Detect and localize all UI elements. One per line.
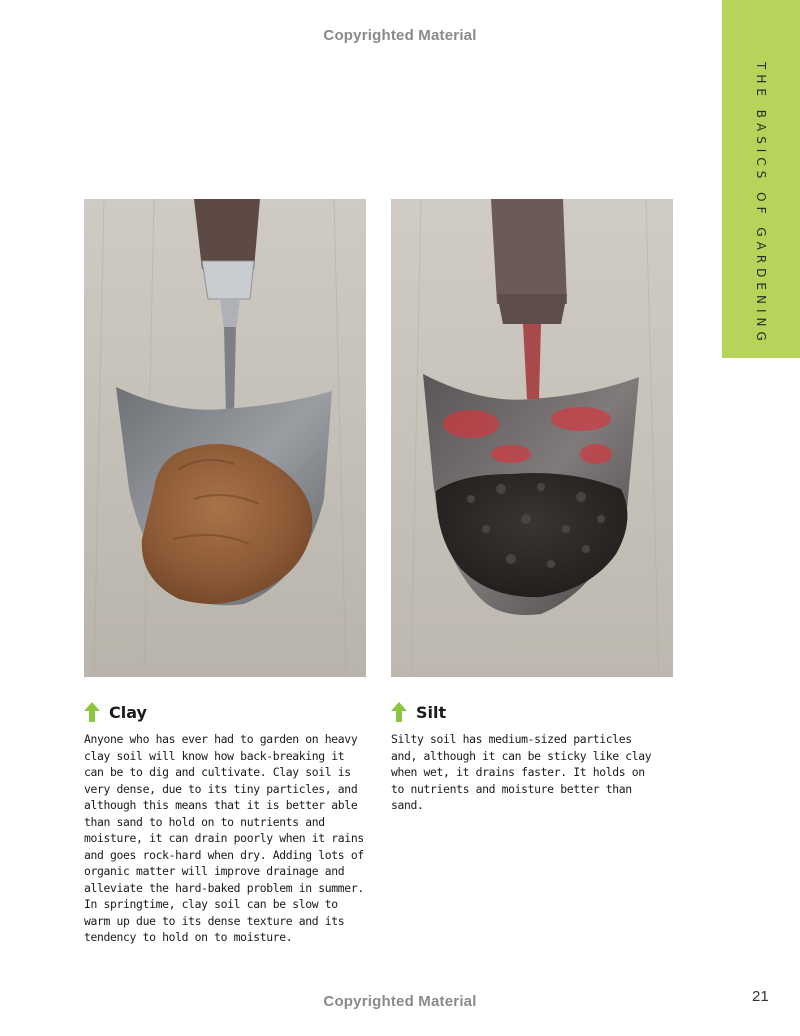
silt-heading (391, 700, 661, 724)
clay-body-text: Anyone who has ever had to garden on heavy clay soil will know how back-breaking it can be to dig and cultivate. Clay soil is very dense, due to its tiny particles, and although this means that it is better able than sand to hold on to nutrients and moisture, it can drain poorly when it rains and goes rock-hard when dry. Adding lots of organic matter will improve drainage and alleviate the hard-baked problem in summer. In springtime, clay soil can be slow to warm up due to its dense texture and its tendency to hold on to moisture. (84, 732, 364, 944)
clay-trowel-photo (84, 199, 366, 677)
chapter-side-tab-label: THE BASICS OF GARDENING (754, 62, 768, 346)
silt-section (391, 700, 661, 814)
silt-trowel-illustration (391, 199, 673, 677)
silt-trowel-photo (391, 199, 673, 677)
watermark-top: Copyrighted Material (323, 27, 477, 44)
green-up-arrow-icon (391, 702, 407, 722)
silt-body-text: Silty soil has medium-sized particles and, although it can be sticky like clay when wet, it drains faster. It holds on to nutrients and moisture better than sand. (391, 732, 652, 812)
clay-title: Clay (109, 702, 147, 722)
clay-trowel-illustration (84, 199, 366, 677)
clay-heading (84, 700, 364, 724)
silt-title: Silt (416, 702, 447, 722)
green-up-arrow-icon (84, 702, 100, 722)
clay-section (84, 700, 364, 946)
chapter-side-tab (722, 0, 800, 358)
watermark-bottom: Copyrighted Material (323, 993, 477, 1010)
page-number: 21 (752, 988, 769, 1005)
